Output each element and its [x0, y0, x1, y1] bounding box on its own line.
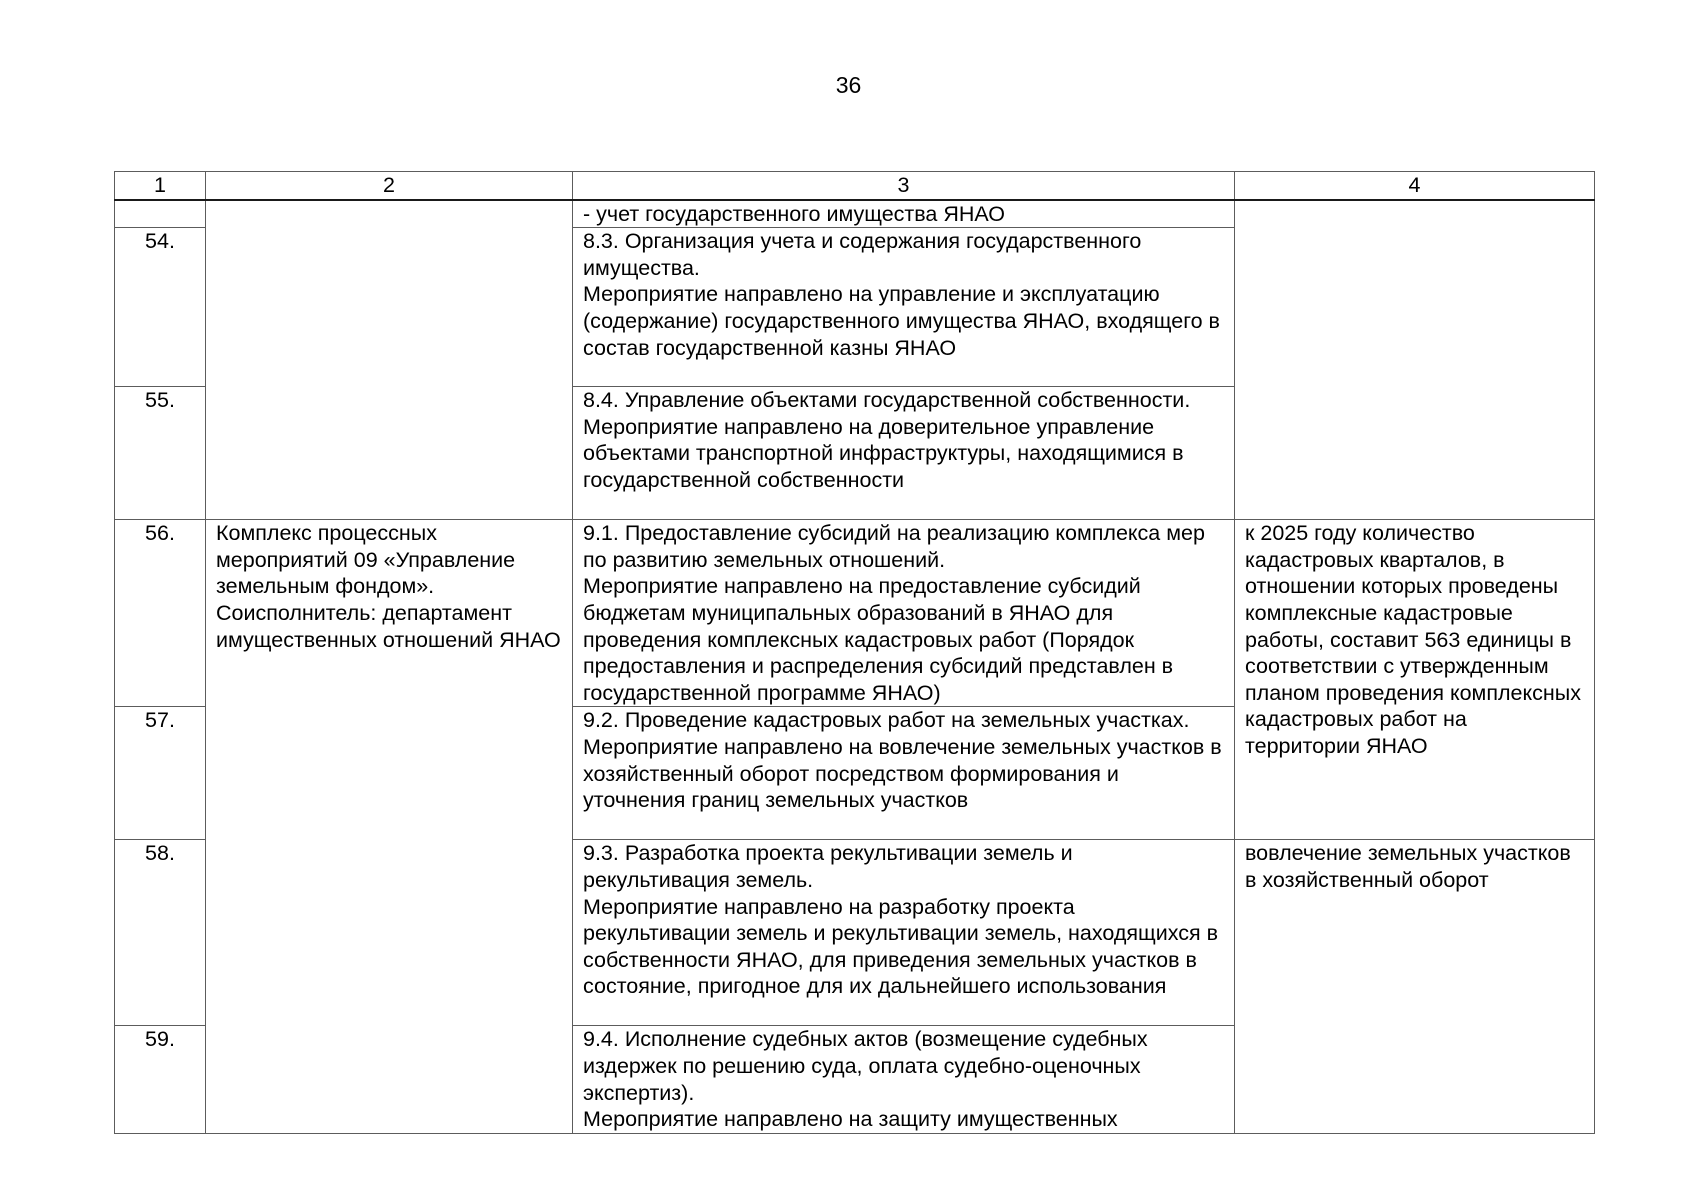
activity-cell: 9.4. Исполнение судебных актов (возмещение судебных издержек по решению суда, оплата судебно-оценочных экспертиз). Мероприятие направлено на защиту имущественных [573, 1026, 1235, 1133]
column-header-1: 1 [115, 172, 206, 200]
column-header-3: 3 [573, 172, 1235, 200]
row-number-cell: 57. [115, 707, 206, 840]
result-cell: к 2025 году количество кадастровых кварталов, в отношении которых проведены комплексные кадастровые работы, составит 563 единицы в соответствии с утвержденным планом проведения комплексных кадастровых работ на территории ЯНАО [1235, 520, 1595, 840]
row-number-cell: 59. [115, 1026, 206, 1133]
activity-cell: 9.1. Предоставление субсидий на реализацию комплекса мер по развитию земельных отношений. Мероприятие направлено на предоставление субсидий бюджетам муниципальных образований в ЯНАО для проведения комплексных кадастровых работ (Порядок предоставления и распределения субсидий представлен в государственной программе ЯНАО) [573, 520, 1235, 707]
column-header-4: 4 [1235, 172, 1595, 200]
activity-cell: 9.2. Проведение кадастровых работ на земельных участках. Мероприятие направлено на вовлечение земельных участков в хозяйственный оборот посредством формирования и уточнения границ земельных участков [573, 707, 1235, 840]
column-header-2: 2 [206, 172, 573, 200]
row-number-cell: 56. [115, 520, 206, 707]
responsible-cell: Комплекс процессных мероприятий 09 «Управление земельным фондом». Соисполнитель: департамент имущественных отношений ЯНАО [206, 520, 573, 1134]
table-row-continuation [115, 200, 1595, 228]
table-row [115, 520, 1595, 707]
activity-cell: 8.4. Управление объектами государственной собственности. Мероприятие направлено на доверительное управление объектами транспортной инфраструктуры, находящимися в государственной собственности [573, 387, 1235, 520]
result-cell-empty [1235, 200, 1595, 520]
result-cell: вовлечение земельных участков в хозяйственный оборот [1235, 840, 1595, 1133]
row-number-cell: 54. [115, 228, 206, 387]
activity-cell-continuation: - учет государственного имущества ЯНАО [573, 200, 1235, 228]
row-number-cell [115, 200, 206, 228]
row-number-cell: 55. [115, 387, 206, 520]
activity-cell: 9.3. Разработка проекта рекультивации земель и рекультивация земель. Мероприятие направлено на разработку проекта рекультивации земель и рекультивации земель, находящихся в собственности ЯНАО, для приведения земельных участков в состояние, пригодное для их дальнейшего использования [573, 840, 1235, 1026]
row-number-cell: 58. [115, 840, 206, 1026]
program-activities-table [114, 171, 1595, 1134]
page-number: 36 [835, 72, 862, 98]
activity-cell: 8.3. Организация учета и содержания государственного имущества. Мероприятие направлено на управление и эксплуатацию (содержание) государственного имущества ЯНАО, входящего в состав государственной казны ЯНАО [573, 228, 1235, 387]
table-header-row [115, 172, 1595, 200]
responsible-cell-empty [206, 200, 573, 520]
